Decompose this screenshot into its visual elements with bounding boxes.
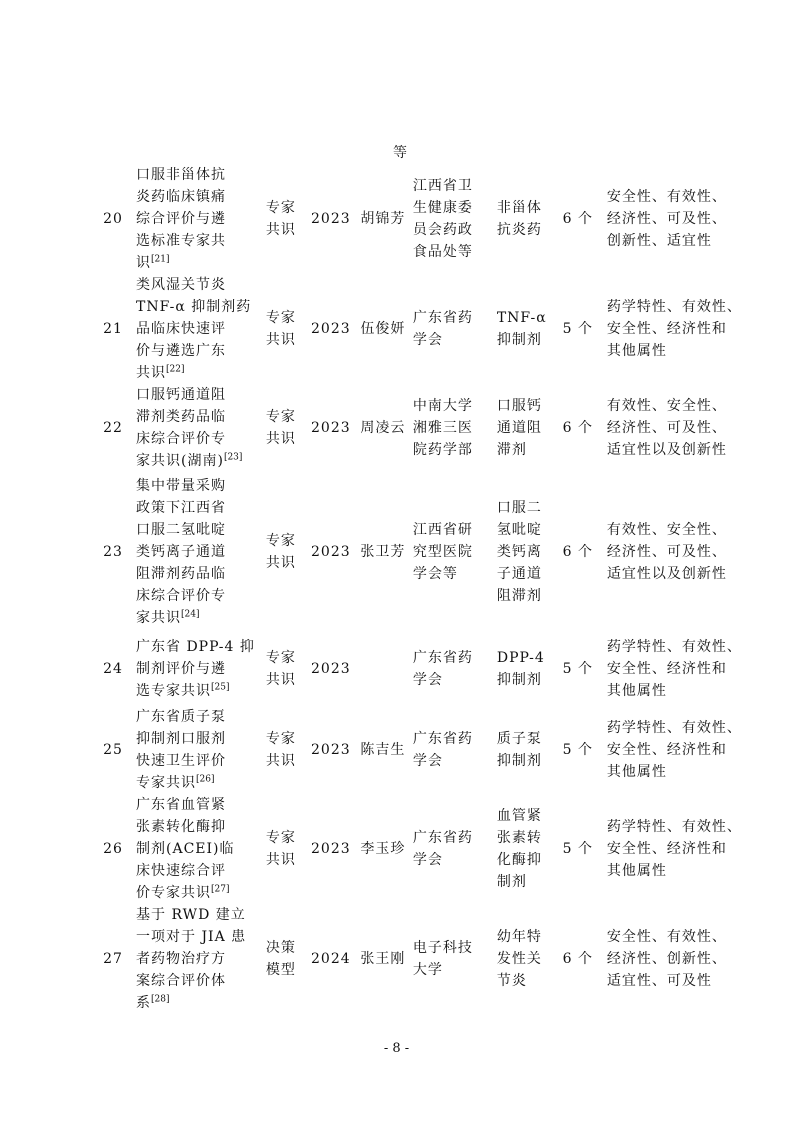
type_lines-line: 共识 (265, 332, 296, 348)
dimension-count: 5 个 (562, 321, 594, 337)
table-row (94, 164, 742, 274)
publishing-organization (411, 904, 493, 1014)
drug_lines-line: 制剂 (496, 874, 527, 890)
consensus-title (132, 384, 255, 472)
first-author: 伍俊妍 (360, 321, 406, 337)
drug_lines-line: TNF-α (496, 310, 547, 326)
drug-category (493, 164, 555, 274)
title_lines-line: 集中带量采购 (136, 478, 226, 494)
title_lines-line: 广东省血管紧 (136, 797, 226, 813)
consensus-title (132, 904, 255, 1014)
dims_lines-line: 其他属性 (606, 863, 667, 879)
evaluation-dimensions (601, 794, 742, 904)
title_lines-line: 基于 RWD 建立 (136, 907, 246, 923)
publishing-organization (411, 384, 493, 472)
type_lines-line: 共识 (265, 672, 296, 688)
dims_lines-line: 其他属性 (606, 683, 667, 699)
reference-marker: [21] (151, 254, 170, 265)
drug_lines-line: 滞剂 (496, 442, 527, 458)
drug_lines-line: 抑制剂 (496, 753, 542, 769)
first-author: 张王刚 (360, 951, 406, 967)
first-author: 周凌云 (360, 420, 406, 436)
drug_lines-line: 幼年特 (496, 929, 542, 945)
drug_lines-line: 化酶抑 (496, 852, 542, 868)
evaluation-dimensions (601, 274, 742, 384)
type_lines-line: 专家 (265, 310, 296, 326)
consensus-title (132, 164, 255, 274)
dims_lines-line: 适宜性、可及性 (606, 973, 712, 989)
drug_lines-line: DPP-4 (496, 650, 545, 666)
publication-year: 2023 (311, 742, 351, 758)
drug_lines-line: 抑制剂 (496, 332, 542, 348)
type_lines-line: 模型 (265, 962, 296, 978)
title_lines-line: 类风湿关节炎 (136, 277, 226, 293)
title_lines-line: 案综合评价体 (136, 973, 226, 989)
org_lines-line: 江西省卫 (412, 178, 473, 194)
drug_lines-line: 口服钙 (496, 398, 542, 414)
reference-marker: [27] (211, 884, 230, 895)
continued-cell-text: 等 (393, 145, 407, 161)
title_lines-line: 品临床快速评 (136, 321, 226, 337)
org_lines-line: 广东省药 (412, 830, 473, 846)
title_lines-line: 广东省质子泵 (136, 709, 226, 725)
org_lines-line: 中南大学 (412, 398, 473, 414)
type_lines-line: 共识 (265, 222, 296, 238)
title_lines-line: 口服二氢吡啶 (136, 522, 226, 538)
org_lines-line: 学会等 (412, 566, 458, 582)
dims_lines-line: 安全性、经济性和 (606, 321, 727, 337)
drug_lines-line: 口服二 (496, 500, 542, 516)
reference-marker: [22] (166, 364, 185, 375)
dims_lines-line: 经济性、可及性、 (606, 544, 727, 560)
dims_lines-line: 创新性、适宜性 (606, 233, 712, 249)
title_lines-line: 阻滞剂药品临 (136, 566, 226, 582)
dims_lines-line: 经济性、可及性、 (606, 211, 727, 227)
dims_lines-line: 安全性、经济性和 (606, 661, 727, 677)
first-author: 李玉珍 (360, 841, 406, 857)
publishing-organization (411, 472, 493, 632)
drug_lines-line: 节炎 (496, 973, 527, 989)
title_lines-line: 炎药临床镇痛 (136, 189, 226, 205)
publishing-organization (411, 164, 493, 274)
document-type (255, 706, 307, 794)
title_lines-line: 口服非甾体抗 (136, 167, 226, 183)
evaluation-dimensions (601, 164, 742, 274)
type_lines-line: 专家 (265, 830, 296, 846)
drug_lines-line: 质子泵 (496, 731, 542, 747)
title_lines-line: 价与遴选广东 (136, 343, 226, 359)
title_lines-line: 家共识[24] (136, 609, 200, 626)
title_lines-line: 共识[22] (136, 364, 185, 381)
row-number: 23 (103, 544, 123, 560)
row-number: 20 (103, 211, 123, 227)
document-type (255, 794, 307, 904)
title_lines-line: 张素转化酶抑 (136, 819, 226, 835)
dimension-count: 5 个 (562, 742, 594, 758)
row-number: 22 (103, 420, 123, 436)
row-number: 27 (103, 951, 123, 967)
dims_lines-line: 适宜性以及创新性 (606, 566, 727, 582)
dimension-count: 6 个 (562, 544, 594, 560)
org_lines-line: 广东省药 (412, 310, 473, 326)
title_lines-line: 滞剂类药品临 (136, 409, 226, 425)
org_lines-line: 江西省研 (412, 522, 473, 538)
title_lines-line: 快速卫生评价 (136, 753, 226, 769)
consensus-title (132, 706, 255, 794)
publication-year: 2023 (311, 211, 351, 227)
row-number: 26 (103, 841, 123, 857)
consensus-title (132, 794, 255, 904)
evaluation-dimensions (601, 384, 742, 472)
table-row (94, 472, 742, 632)
drug_lines-line: 子通道 (496, 566, 542, 582)
dims_lines-line: 安全性、有效性、 (606, 189, 727, 205)
evaluation-dimensions (601, 632, 742, 706)
document-type (255, 384, 307, 472)
type_lines-line: 决策 (265, 940, 296, 956)
row-number: 24 (103, 661, 123, 677)
dims_lines-line: 适宜性以及创新性 (606, 442, 727, 458)
drug-category (493, 794, 555, 904)
title_lines-line: 制剂(ACEI)临 (136, 841, 235, 857)
org_lines-line: 院药学部 (412, 442, 473, 458)
title_lines-line: 床快速综合评 (136, 863, 226, 879)
reference-marker: [24] (181, 609, 200, 620)
page-number: - 8 - (383, 1041, 410, 1056)
title_lines-line: 广东省 DPP-4 抑 (136, 639, 255, 655)
dims_lines-line: 药学特性、有效性、 (606, 639, 742, 655)
consensus-title (132, 274, 255, 384)
first-author: 张卫芳 (360, 544, 406, 560)
dimension-count: 5 个 (562, 841, 594, 857)
title_lines-line: 者药物治疗方 (136, 951, 226, 967)
document-type (255, 274, 307, 384)
org_lines-line: 电子科技 (412, 940, 473, 956)
drug-category (493, 472, 555, 632)
title_lines-line: 系[28] (136, 994, 170, 1011)
first-author: 陈吉生 (360, 742, 406, 758)
drug-category (493, 384, 555, 472)
type_lines-line: 专家 (265, 650, 296, 666)
title_lines-line: 综合评价与遴 (136, 211, 226, 227)
row-number: 25 (103, 742, 123, 758)
title_lines-line: 床综合评价专 (136, 431, 226, 447)
drug_lines-line: 发性关 (496, 951, 542, 967)
org_lines-line: 广东省药 (412, 650, 473, 666)
org_lines-line: 学会 (412, 753, 443, 769)
dimension-count: 6 个 (562, 420, 594, 436)
document-type (255, 904, 307, 1014)
type_lines-line: 专家 (265, 533, 296, 549)
dims_lines-line: 有效性、安全性、 (606, 522, 727, 538)
evaluation-dimensions (601, 472, 742, 632)
publication-year: 2023 (311, 321, 351, 337)
dims_lines-line: 有效性、安全性、 (606, 398, 727, 414)
evaluation-consensus-table (94, 164, 742, 1014)
table-row (94, 632, 742, 706)
evaluation-dimensions (601, 706, 742, 794)
evaluation-dimensions (601, 904, 742, 1014)
dimension-count: 5 个 (562, 661, 594, 677)
drug-category (493, 632, 555, 706)
dims_lines-line: 安全性、有效性、 (606, 929, 727, 945)
document-type (255, 164, 307, 274)
type_lines-line: 专家 (265, 200, 296, 216)
org_lines-line: 学会 (412, 672, 443, 688)
publication-year: 2023 (311, 420, 351, 436)
dims_lines-line: 安全性、经济性和 (606, 742, 727, 758)
table-row (94, 384, 742, 472)
first-author: 胡锦芳 (360, 211, 406, 227)
dimension-count: 6 个 (562, 951, 594, 967)
drug-category (493, 904, 555, 1014)
drug_lines-line: 非甾体 (496, 200, 542, 216)
publication-year: 2023 (311, 841, 351, 857)
type_lines-line: 共识 (265, 753, 296, 769)
dims_lines-line: 安全性、经济性和 (606, 841, 727, 857)
type_lines-line: 专家 (265, 731, 296, 747)
publication-year: 2023 (311, 544, 351, 560)
dims_lines-line: 药学特性、有效性、 (606, 819, 742, 835)
org_lines-line: 学会 (412, 852, 443, 868)
dims_lines-line: 经济性、创新性、 (606, 951, 727, 967)
dimension-count: 6 个 (562, 211, 594, 227)
reference-marker: [26] (196, 774, 215, 785)
title_lines-line: 识[21] (136, 254, 170, 271)
org_lines-line: 究型医院 (412, 544, 473, 560)
org_lines-line: 员会药政 (412, 222, 473, 238)
title_lines-line: 抑制剂口服剂 (136, 731, 226, 747)
title_lines-line: 类钙离子通道 (136, 544, 226, 560)
title_lines-line: 政策下江西省 (136, 500, 226, 516)
drug_lines-line: 血管紧 (496, 808, 542, 824)
title_lines-line: 选专家共识[25] (136, 682, 230, 699)
drug_lines-line: 通道阻 (496, 420, 542, 436)
title_lines-line: 家共识(湖南)[23] (136, 452, 243, 469)
table-row (94, 706, 742, 794)
title_lines-line: TNF-α 抑制剂药 (136, 299, 252, 315)
publishing-organization (411, 706, 493, 794)
consensus-title (132, 632, 255, 706)
org_lines-line: 食品处等 (412, 244, 473, 260)
drug-category (493, 274, 555, 384)
row-number: 21 (103, 321, 123, 337)
type_lines-line: 共识 (265, 852, 296, 868)
dims_lines-line: 其他属性 (606, 343, 667, 359)
drug_lines-line: 氢吡啶 (496, 522, 542, 538)
publication-year: 2023 (311, 661, 351, 677)
org_lines-line: 湘雅三医 (412, 420, 473, 436)
reference-marker: [23] (223, 452, 243, 463)
drug_lines-line: 抑制剂 (496, 672, 542, 688)
drug_lines-line: 张素转 (496, 830, 542, 846)
table-row (94, 794, 742, 904)
publishing-organization (411, 632, 493, 706)
consensus-title (132, 472, 255, 632)
table-row (94, 904, 742, 1014)
drug_lines-line: 类钙离 (496, 544, 542, 560)
drug_lines-line: 抗炎药 (496, 222, 542, 238)
publishing-organization (411, 274, 493, 384)
type_lines-line: 共识 (265, 555, 296, 571)
title_lines-line: 价专家共识[27] (136, 884, 230, 901)
dims_lines-line: 其他属性 (606, 764, 667, 780)
dims_lines-line: 药学特性、有效性、 (606, 299, 742, 315)
reference-marker: [25] (211, 682, 230, 693)
type_lines-line: 共识 (265, 431, 296, 447)
title_lines-line: 床综合评价专 (136, 588, 226, 604)
title_lines-line: 制剂评价与遴 (136, 661, 226, 677)
title_lines-line: 一项对于 JIA 患 (136, 929, 247, 945)
publication-year: 2024 (311, 951, 351, 967)
org_lines-line: 广东省药 (412, 731, 473, 747)
org_lines-line: 大学 (412, 962, 443, 978)
org_lines-line: 生健康委 (412, 200, 473, 216)
title_lines-line: 口服钙通道阻 (136, 387, 226, 403)
table-row (94, 274, 742, 384)
reference-marker: [28] (151, 994, 170, 1005)
title_lines-line: 专家共识[26] (136, 774, 215, 791)
dims_lines-line: 药学特性、有效性、 (606, 720, 742, 736)
first-author (355, 632, 411, 706)
publishing-organization (411, 794, 493, 904)
type_lines-line: 专家 (265, 409, 296, 425)
document-type (255, 472, 307, 632)
document-type (255, 632, 307, 706)
drug-category (493, 706, 555, 794)
title_lines-line: 选标准专家共 (136, 233, 226, 249)
org_lines-line: 学会 (412, 332, 443, 348)
drug_lines-line: 阻滞剂 (496, 588, 542, 604)
dims_lines-line: 经济性、可及性、 (606, 420, 727, 436)
